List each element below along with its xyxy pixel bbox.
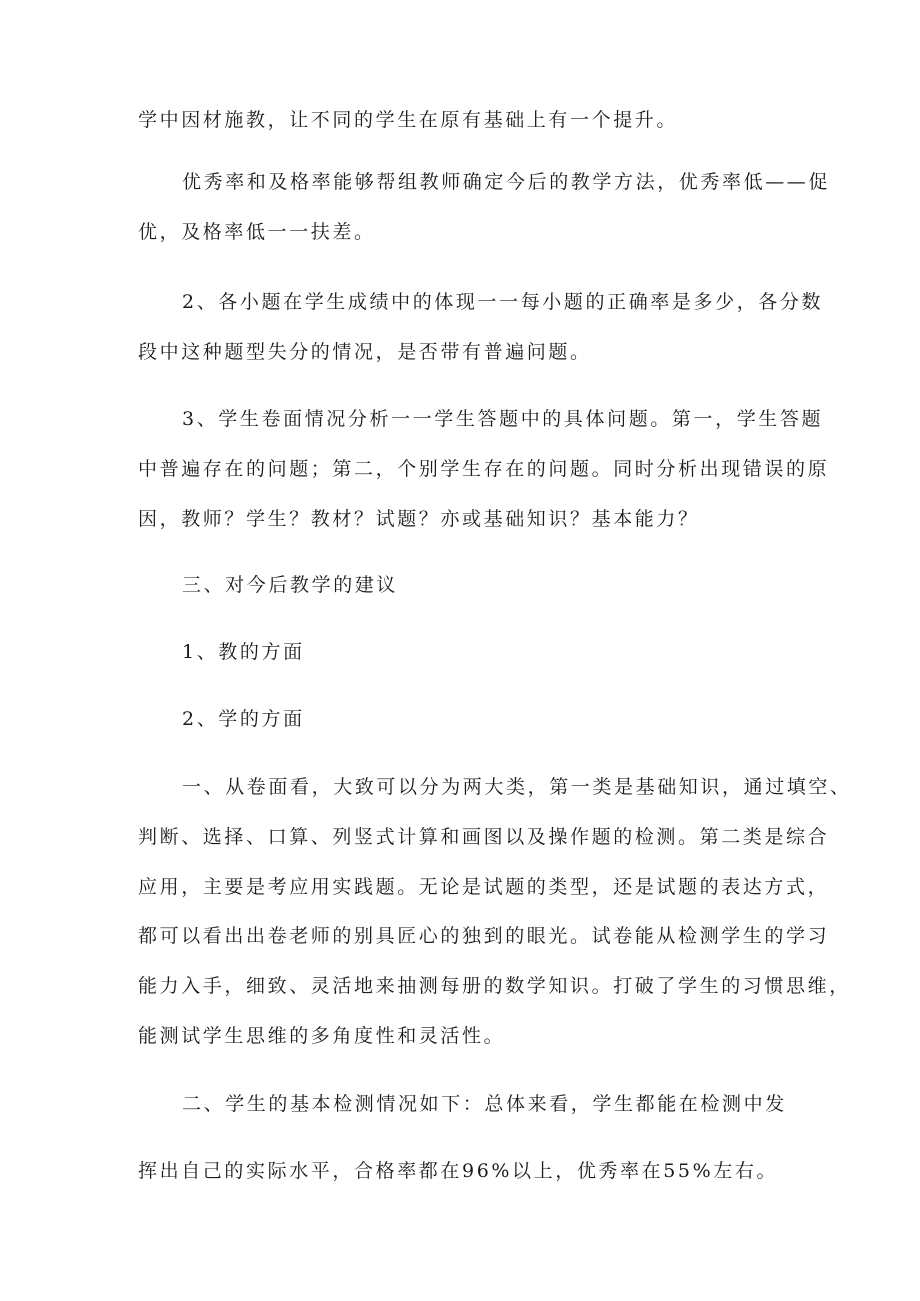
paragraph-line: 因，教师？学生？教材？试题？亦或基础知识？基本能力？ — [138, 508, 700, 530]
subsection-heading: 1、教的方面 — [182, 641, 305, 663]
paragraph-line: 一、从卷面看，大致可以分为两大类，第一类是基础知识，通过填空、 — [182, 776, 852, 798]
paragraph-line: 二、学生的基本检测情况如下：总体来看，学生都能在检测中发 — [182, 1093, 787, 1115]
paragraph-line: 3、学生卷面情况分析一一学生答题中的具体问题。第一，学生答题 — [182, 408, 824, 430]
paragraph-line: 2、各小题在学生成绩中的体现一一每小题的正确率是多少，各分数 — [182, 291, 824, 313]
paragraph-line: 应用，主要是考应用实践题。无论是试题的类型，还是试题的表达方式， — [138, 876, 830, 898]
paragraph-line: 优，及格率低一一扶差。 — [138, 221, 376, 243]
paragraph-line: 优秀率和及格率能够帮组教师确定今后的教学方法，优秀率低——促 — [182, 171, 831, 193]
paragraph-line: 学中因材施教，让不同的学生在原有基础上有一个提升。 — [138, 109, 679, 131]
section-heading: 三、对今后教学的建议 — [182, 574, 399, 596]
paragraph-line: 挥出自己的实际水平，合格率都在96%以上，优秀率在55%左右。 — [138, 1160, 779, 1182]
paragraph-line: 中普遍存在的问题；第二，个别学生存在的问题。同时分析出现错误的原 — [138, 458, 830, 480]
paragraph-line: 都可以看出出卷老师的别具匠心的独到的眼光。试卷能从检测学生的学习 — [138, 925, 830, 947]
paragraph-line: 判断、选择、口算、列竖式计算和画图以及操作题的检测。第二类是综合 — [138, 826, 830, 848]
paragraph-line: 段中这种题型失分的情况，是否带有普遍问题。 — [138, 341, 592, 363]
paragraph-line: 能测试学生思维的多角度性和灵活性。 — [138, 1025, 506, 1047]
subsection-heading: 2、学的方面 — [182, 708, 305, 730]
paragraph-line: 能力入手，细致、灵活地来抽测每册的数学知识。打破了学生的习惯思维， — [138, 975, 851, 997]
